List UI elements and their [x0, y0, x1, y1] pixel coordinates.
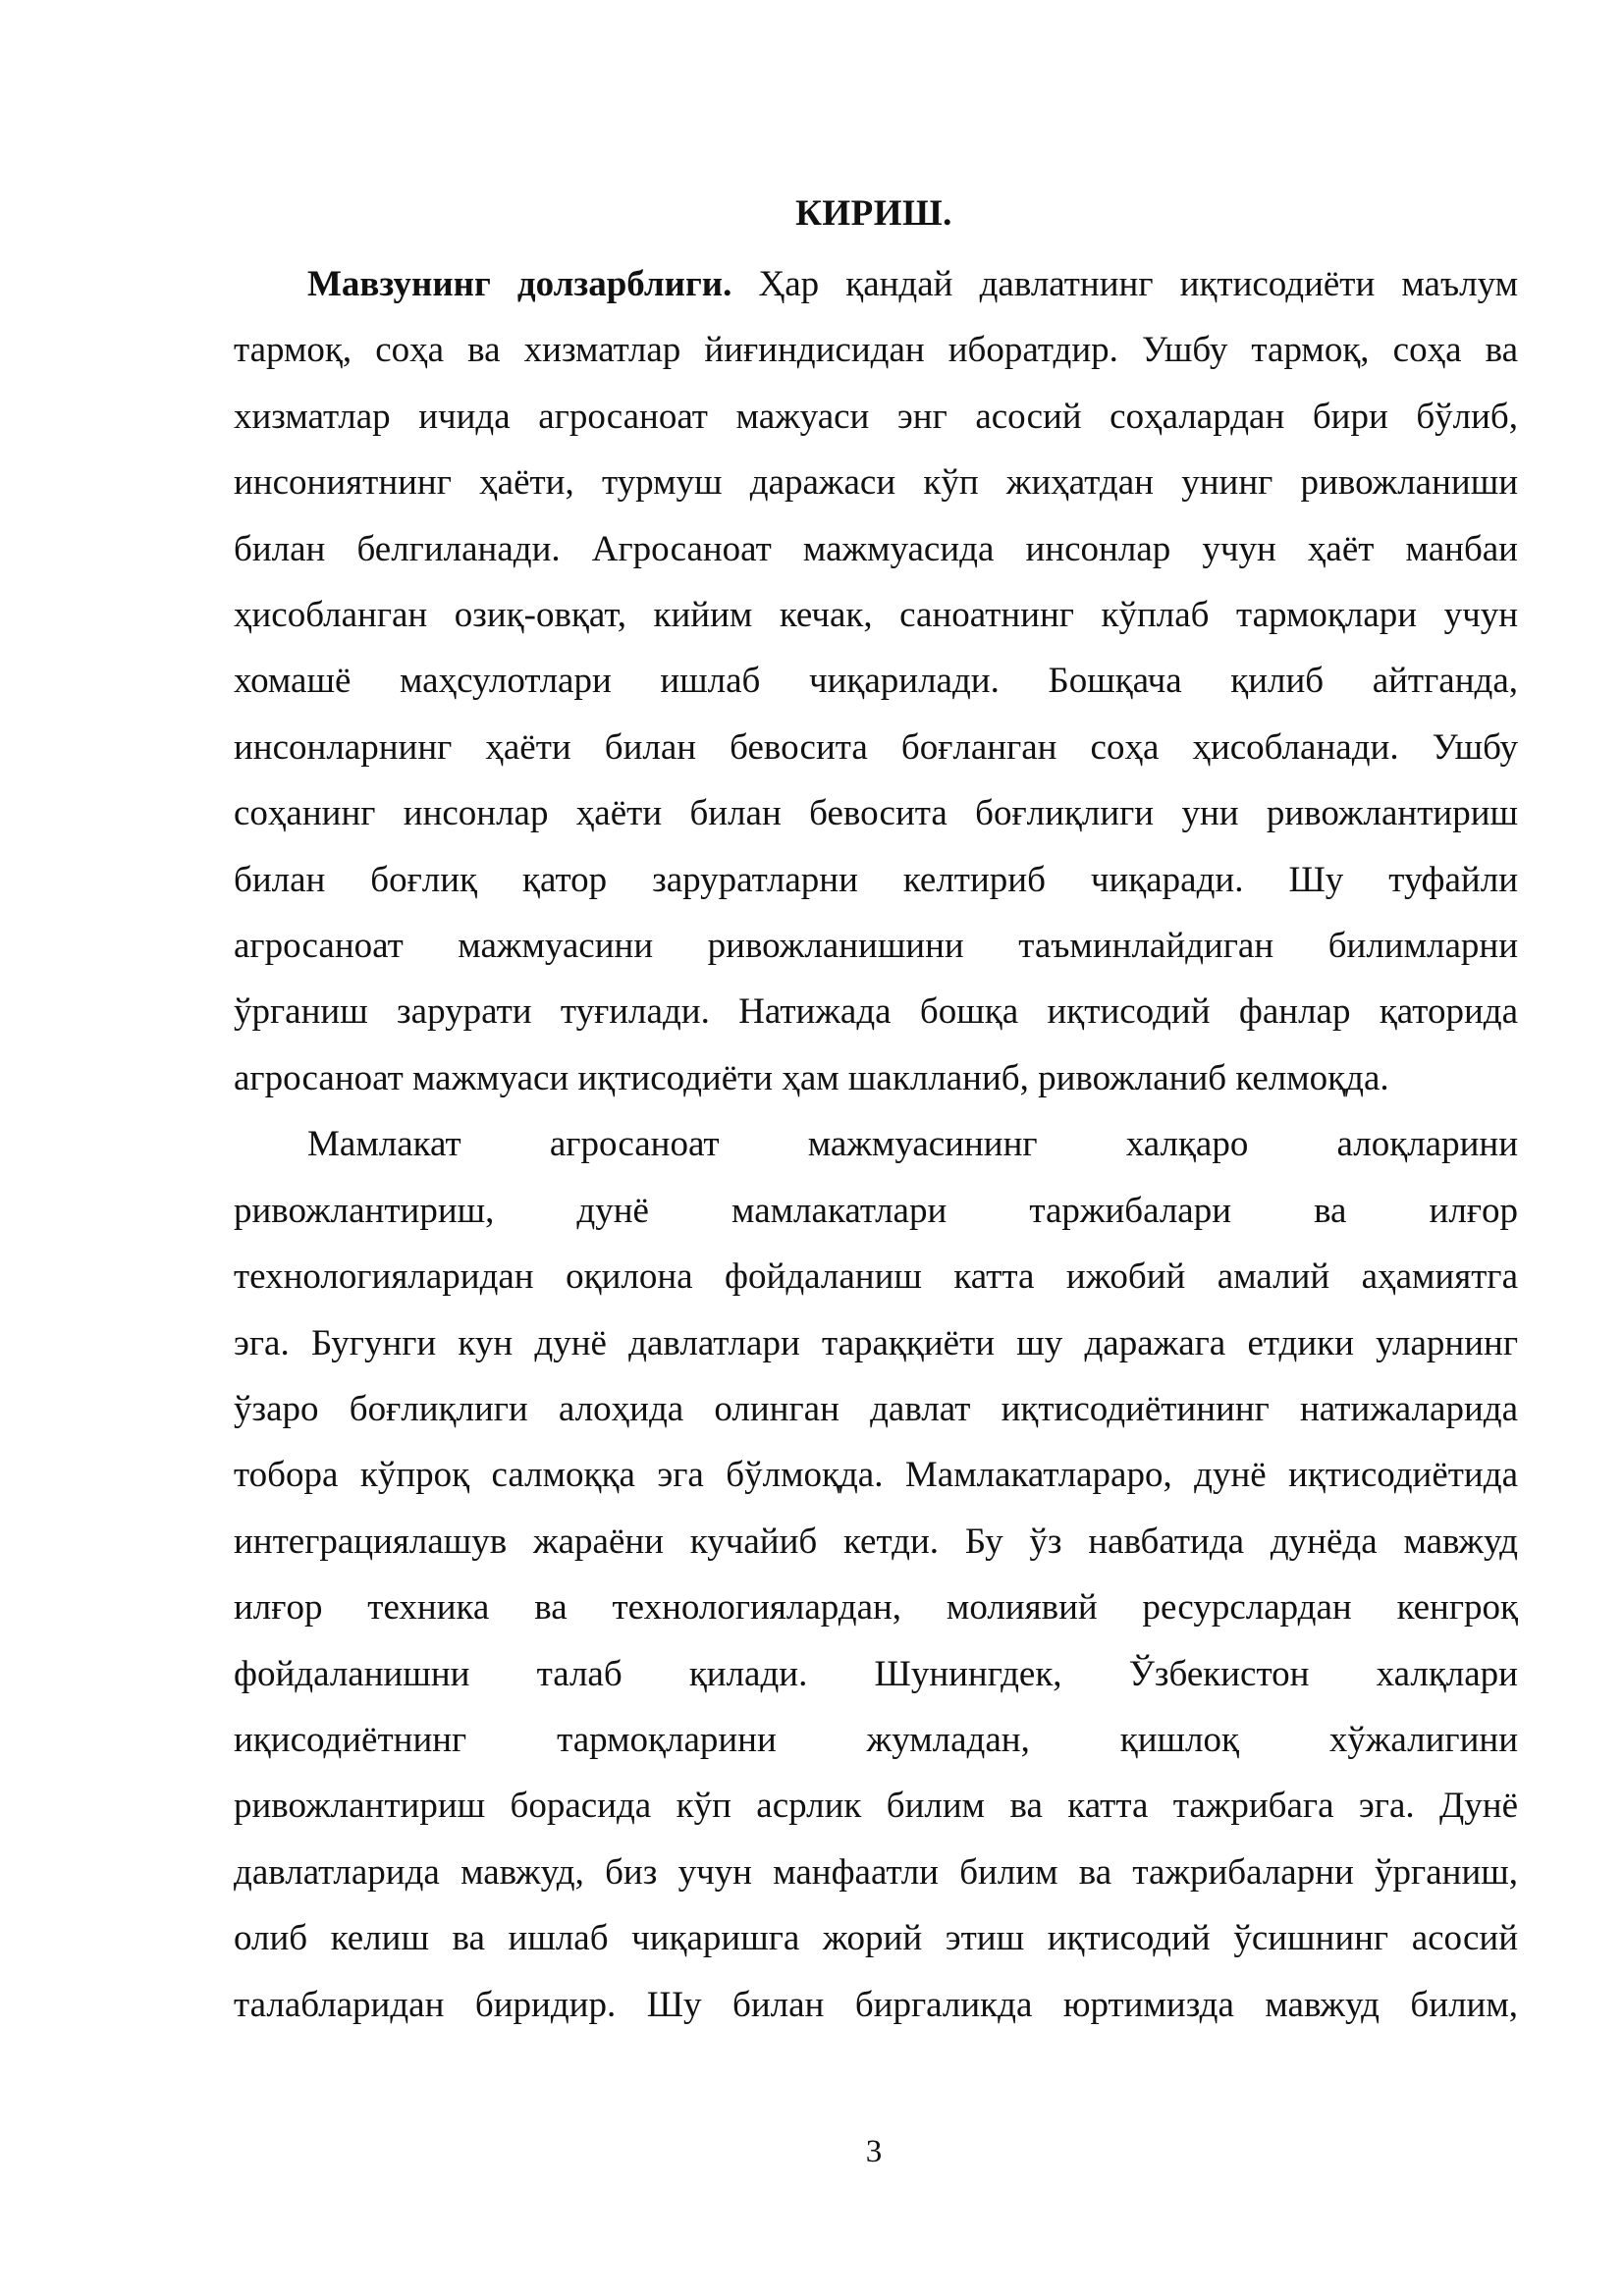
text-line: эга. Бугунги кун дунё давлатлари тараққиёти шу даражага етдики уларнинг [234, 1322, 1518, 1363]
text-line: ўзаро боғлиқлиги алоҳида олинган давлат иқтисодиётининг натижаларида [234, 1388, 1518, 1429]
text-line: Мамлакат агросаноат мажмуасининг халқаро алоқларини [307, 1124, 1518, 1165]
text-line: интеграциялашув жараёни кучайиб кетди. Бу ўз навбатида дунёда мавжуд [234, 1521, 1518, 1562]
text-line: фойдаланишни талаб қилади. Шунингдек, Ўзбекистон халқлари [234, 1653, 1518, 1694]
text-line-content: Ҳар қандай давлатнинг иқтисодиёти маълум [731, 264, 1518, 304]
text-line: инсониятнинг ҳаёти, турмуш даражаси кўп жиҳатдан унинг ривожланиши [234, 462, 1518, 504]
text-line: хизматлар ичида агросаноат мажуаси энг асосий соҳалардан бири бўлиб, [234, 396, 1518, 437]
text-line: ўрганиш зарурати туғилади. Натижада бошқа иқтисодий фанлар қаторида [234, 991, 1518, 1033]
text-line: ривожлантириш борасида кўп асрлик билим ва катта тажрибага эга. Дунё [234, 1786, 1518, 1827]
text-line: хомашё маҳсулотлари ишлаб чиқарилади. Бошқача қилиб айтганда, [234, 661, 1518, 702]
text-line: агросаноат мажмуасини ривожланишини таъминлайдиган билимларни [234, 926, 1518, 967]
text-line: илғор техника ва технологиялардан, молиявий ресурслардан кенгроқ [234, 1587, 1518, 1629]
text-line: тобора кўпроқ салмоққа эга бўлмоқда. Мамлакатлараро, дунё иқтисодиётида [234, 1455, 1518, 1496]
page-number: 3 [865, 2134, 883, 2169]
section-heading: КИРИШ. [795, 193, 952, 234]
text-line: инсонларнинг ҳаёти билан бевосита боғланган соҳа ҳисобланади. Ушбу [234, 726, 1518, 768]
text-line [234, 251, 1518, 317]
text-line: талабларидан биридир. Шу билан биргаликда юртимизда мавжуд билим, [234, 1984, 1518, 2025]
paragraph-relevance [234, 251, 1518, 1111]
paragraph-international [234, 1111, 1518, 2038]
text-line: агросаноат мажмуаси иқтисодиёти ҳам шаклланиб, ривожланиб келмоқда. [234, 1057, 1389, 1098]
text-line: технологияларидан оқилона фойдаланиш катта ижобий амалий аҳамиятга [234, 1256, 1518, 1298]
text-line: билан боғлиқ қатор заруратларни келтириб чиқаради. Шу туфайли [234, 859, 1518, 900]
text-line: тармоқ, соҳа ва хизматлар йиғиндисидан иборатдир. Ушбу тармоқ, соҳа ва [234, 330, 1518, 371]
text-line: олиб келиш ва ишлаб чиқаришга жорий этиш иқтисодий ўсишнинг асосий [234, 1918, 1518, 1959]
text-line: билан белгиланади. Агросаноат мажмуасида инсонлар учун ҳаёт манбаи [234, 528, 1518, 569]
body-text [234, 251, 1518, 2038]
text-line: соҳанинг инсонлар ҳаёти билан бевосита боғлиқлиги уни ривожлантириш [234, 793, 1518, 834]
text-line: иқисодиётнинг тармоқларини жумладан, қишлоқ хўжалигини [234, 1719, 1518, 1760]
text-line: давлатларида мавжуд, биз учун манфаатли билим ва тажрибаларни ўрганиш, [234, 1851, 1518, 1893]
text-line: ривожлантириш, дунё мамлакатлари таржибалари ва илғор [234, 1190, 1518, 1231]
text-line: ҳисобланган озиқ-овқат, кийим кечак, саноатнинг кўплаб тармоқлари учун [234, 595, 1518, 636]
paragraph-lead: Мавзунинг долзарблиги. [307, 264, 732, 304]
